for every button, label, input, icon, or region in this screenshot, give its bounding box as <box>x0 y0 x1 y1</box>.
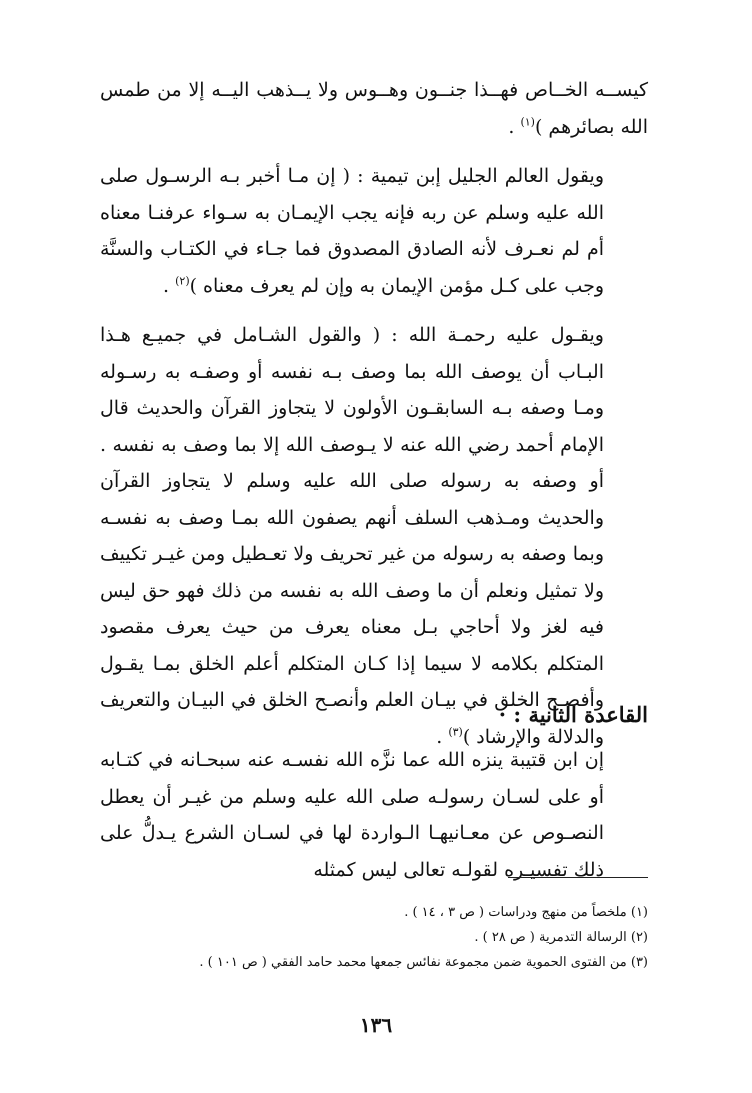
paragraph-1-text: كيســه الخــاص فهــذا جنــون وهــوس ولا يــذهب اليــه إلا من طمس الله بصائرهم ) <box>100 79 648 138</box>
paragraph-3-text: ويقـول عليه رحمـة الله : ( والقول الشـامل في جميـع هـذا البـاب أن يوصف الله بما وصف بـه نفسه أو وصفـه به رسـوله ومـا وصفه بـه السابقـون الأولون لا يتجاوز القرآن والحديث قال الإمام أحمد رضي الله عنه لا يـوصف الله إلا بما وصف به نفسه . أو وصفه به رسوله صلى الله عليه وسلم لا يتجاوز القرآن والحديث ومـذهب السلف أنهم يصفون الله بمـا وصف به نفسـه وبما وصفه به رسوله من غير تحريف ولا تعـطيل ومن غيـر تكييف ولا تمثيل ونعلم أن ما وصف الله به نفسه من ذلك فهو حق ليس فيه لغز ولا أحاجي بـل معناه يعرف من حيث يعرف مقصود المتكلم بكلامه لا سيما إذا كـان المتكلم أعلم الخلق بمـا يقـول وأفصـح الخلق في بيـان العلم وأنصـح الخلق في البيـان والتعريف والدلالة والإرشاد ) <box>100 324 604 748</box>
footnote-ref-1: (١) <box>520 115 535 129</box>
footnote-2: (٢) الرسالة التدمرية ( ص ٢٨ ) . <box>474 930 648 945</box>
paragraph-1 <box>100 72 648 145</box>
paragraph-3 <box>100 317 648 755</box>
paragraph-1-tail: . <box>508 115 521 138</box>
footnote-1: (١) ملخصاً من منهج ودراسات ( ص ٣ ، ١٤ ) . <box>404 905 648 920</box>
paragraph-2-tail: . <box>163 274 176 297</box>
paragraph-2 <box>100 158 648 304</box>
paragraph-4-text: إن ابن قتيبة ينزه الله عما نزَّه الله نفسـه عنه سبحـانه في كتـابه أو على لسـان رسولـه صلى الله عليه وسلم من غيـر أن يعطل النصـوص عن معـانيهـا الـواردة لها في لسـان الشرع يـدلُّ على ذلك تفسيـره لقولـه تعالى ليس كمثله <box>100 749 604 881</box>
paragraph-4 <box>100 742 648 888</box>
footnote-separator <box>508 877 648 878</box>
paragraph-3-tail: . <box>436 725 449 748</box>
footnotes <box>100 900 648 975</box>
footnote-3: (٣) من الفتوى الحموية ضمن مجموعة نفائس جمعها محمد حامد الفقي ( ص ١٠١ ) . <box>199 955 648 970</box>
page-number: ١٣٦ <box>359 1013 393 1037</box>
footnote-ref-3: (٣) <box>448 725 463 739</box>
footnote-ref-2: (٢) <box>175 274 190 288</box>
paragraph-2-text: ويقول العالم الجليل إبن تيمية : ( إن مـا أخبر بـه الرسـول صلى الله عليه وسلم عن ربه فإنه يجب الإيمـان به سـواء عرفنـا معناه أم لم نعـرف لأنه الصادق المصدوق فما جـاء في الكتـاب والسنَّة وجب على كـل مؤمن الإيمان به وإن لم يعرف معناه ) <box>100 165 604 297</box>
section-heading: القاعدة الثانية : · <box>498 702 648 727</box>
